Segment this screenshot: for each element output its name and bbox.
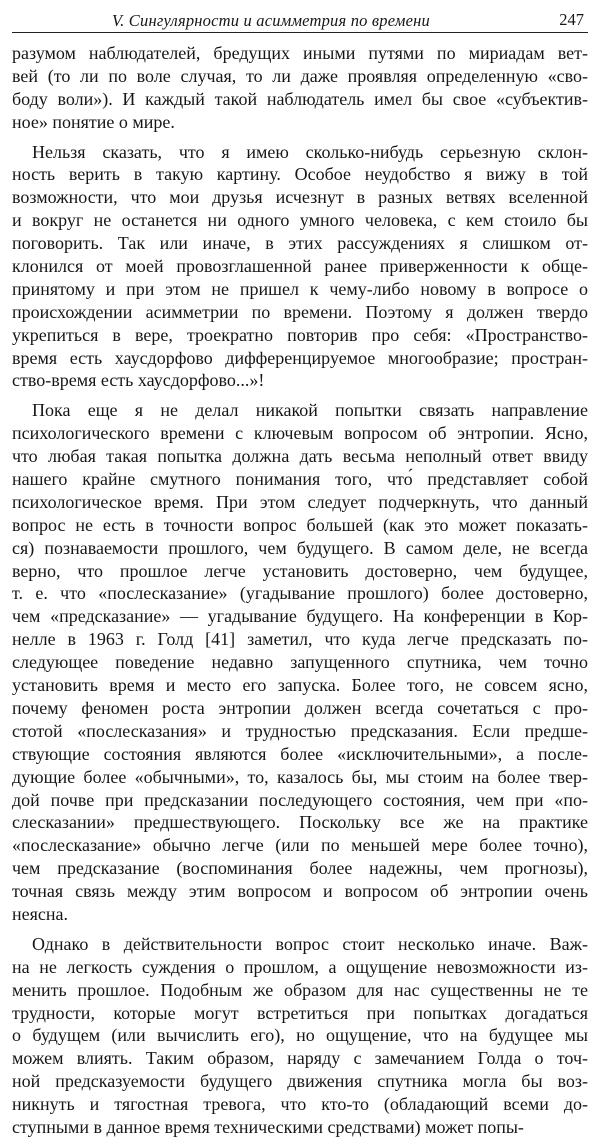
text-line: стотой «послесказания» и трудностью предсказания. Если предше- [12,720,588,741]
text-line: Нельзя сказать, что я имею сколько-нибудь серьезную склон- [32,141,588,162]
text-line: чем «предсказание» — угадывание будущего. На конференции в Кор- [12,606,588,627]
text-line: ность верить в такую картину. Особое неудобство я вижу в той [12,164,588,185]
text-line: никнуть и тягостная тревога, что кто-то (обладающий всеми до- [12,1094,588,1115]
paragraph [12,141,588,393]
text-line: поговорить. Так или иначе, в этих рассуждениях я слишком от- [12,233,588,254]
text-line: ной предсказуемости будущего движения спутника могла бы воз- [12,1071,588,1092]
text-line: о будущем (или вычислить его), но ощущение, что на будущее мы [12,1025,588,1046]
text-line: происхождении асимметрии по времени. Поэтому я должен твердо [12,301,588,322]
text-line: почему феномен роста энтропии должен всегда сочетаться с про- [12,697,588,718]
text-line: «послесказание» обычно легче (или по меньшей мере более точно), [12,835,588,856]
text-line: слесказании» предшествующего. Поскольку все же на практике [12,812,588,833]
text-line: время есть хаусдорфово дифференцируемое многообразие; простран- [12,347,588,368]
paragraph [12,399,588,925]
text-line: и вокруг не останется ни одного умного человека, с кем стоило бы [12,210,588,231]
text-line: следующее поведение недавно запущенного спутника, чем точно [12,652,588,673]
text-line: верно, что прошлое легче установить достоверно, чем будущее, [12,560,588,581]
text-line: ступными в данное время техническими средствами) может попы- [12,1116,524,1137]
text-line: Однако в действительности вопрос стоит несколько иначе. Важ- [32,933,588,954]
text-line: ся) познаваемости прошлого, чем будущего. В самом деле, не всегда [12,537,588,558]
text-line: дующие более «обычными», то, казалось бы, мы стоим на более твер- [12,766,588,787]
running-head [12,6,588,33]
paragraph [12,42,588,134]
text-line: можем влиять. Таким образом, наряду с замечанием Голда о точ- [12,1048,588,1069]
text-line: на не легкость суждения о прошлом, а ощущение невозможности из- [12,956,588,977]
text-line: неясна. [12,903,69,924]
text-line: ное» понятие о мире. [12,111,175,132]
body-text [12,42,588,1146]
text-line: возможности, что мои друзья исчезнут в разных ветвях вселенной [12,187,588,208]
text-line: разумом наблюдателей, бредущих иными путями по мириадам вет- [12,43,588,63]
text-line: нелле в 1963 г. Голд [41] заметил, что куда легче предсказать по- [12,629,588,650]
text-line: принятому и при этом не пришел к чему-либо новому в вопросе о [12,278,588,299]
text-line: точная связь между этим вопросом и вопросом об энтропии очень [12,881,588,902]
text-line: чем предсказание (воспоминания более надежны, чем прогнозы), [12,858,588,879]
text-line: трудности, которые могут встретиться при попытках догадаться [12,1002,588,1023]
text-line: психологического времени с ключевым вопросом об энтропии. Ясно, [12,423,588,444]
text-line: т. е. что «послесказание» (угадывание прошлого) более достоверно, [12,583,588,604]
text-line: Пока еще я не делал никакой попытки связать направление [32,400,588,421]
text-line: установить время и место его запуска. Более того, не совсем ясно, [12,675,588,696]
text-line: ствующие состояния являются более «исключительными», а после- [12,743,588,764]
text-line: что любая такая попытка должна дать весьма неполный ответ ввиду [12,446,588,467]
text-line: ство-время есть хаусдорфово...»! [12,370,265,391]
text-line: укрепиться в вере, троекратно повторив про себя: «Пространство- [12,324,588,345]
text-line: психологическое время. При этом следует подчеркнуть, что данный [12,491,588,512]
page-number: 247 [559,10,584,29]
paragraph [12,933,588,1139]
text-line: дой почве при предсказании последующего состояния, чем при «по- [12,789,588,810]
text-line: вопрос не есть в точности вопрос большей (как это может показать- [12,514,588,535]
text-line: клонился от моей провозглашенной ранее приверженности к обще- [12,256,588,277]
text-line: вей (то ли по воле случая, то ли даже проявляя определенную «сво- [12,65,588,86]
text-line: нашего крайне смутного понимания того, что́ представляет собой [12,469,588,490]
text-line: менить прошлое. Подобным же образом для нас существенны не те [12,979,588,1000]
running-title: V. Сингулярности и асимметрия по времени [112,11,430,30]
text-line: боду воли»). И каждый такой наблюдатель имел бы свое «субъектив- [12,88,588,109]
